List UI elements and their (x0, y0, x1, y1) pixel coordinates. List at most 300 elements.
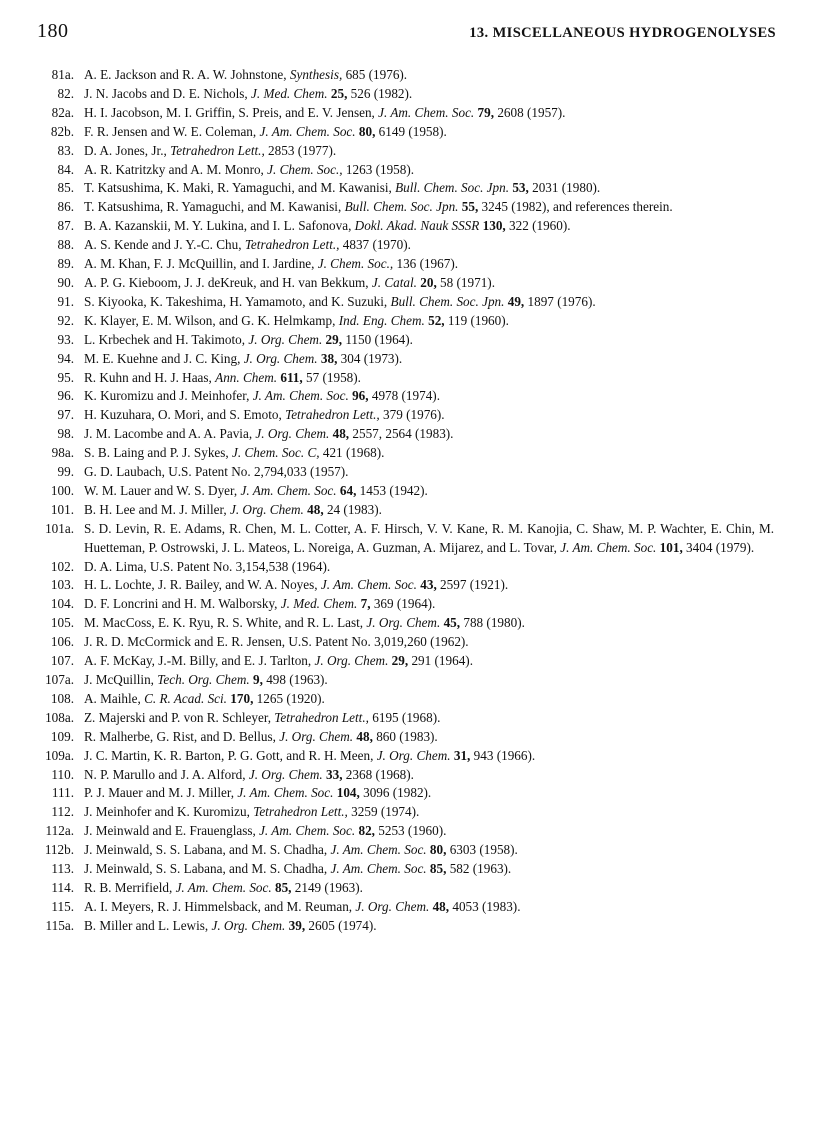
volume-number: 48, (332, 426, 350, 442)
reference-text (84, 464, 348, 479)
volume-number: 64, (339, 482, 357, 498)
citation-text: 3259 (1974). (347, 804, 420, 820)
citation-text: 57 (1958). (302, 369, 361, 385)
citation-text: 24 (1983). (323, 501, 382, 517)
reference-number: 97. (57, 407, 74, 423)
volume-number: 33, (326, 766, 343, 782)
journal-name: J. Org. Chem. (376, 747, 451, 763)
citation-text: K. Kuromizu and J. Meinhofer, (84, 388, 253, 404)
reference-number: 89. (57, 256, 74, 272)
reference-number: 101a. (45, 520, 74, 536)
reference-number: 103. (50, 577, 74, 593)
journal-name: J. Chem. Soc., (317, 256, 394, 272)
citation-text: 498 (1963). (262, 672, 328, 687)
journal-name: J. Org. Chem. (366, 615, 441, 631)
citation-text: M. E. Kuehne and J. C. King, (84, 350, 244, 366)
citation-text: 6303 (1958). (446, 842, 518, 858)
journal-name: Tech. Org. Chem. (157, 672, 250, 687)
citation-text: 1150 (1964). (342, 331, 413, 347)
volume-number: 48, (432, 898, 450, 914)
volume-number: 25, (330, 85, 348, 101)
citation-text: H. Kuzuhara, O. Mori, and S. Emoto, (84, 407, 286, 423)
journal-name: Tetrahedron Lett., (253, 804, 348, 820)
reference-item (32, 652, 774, 671)
citation-text: R. Malherbe, G. Rist, and D. Bellus, (84, 728, 280, 744)
journal-name: J. Org. Chem. (248, 331, 323, 347)
volume-number: 170, (230, 690, 254, 706)
journal-name: J. Med. Chem. (280, 596, 358, 612)
volume-number: 53, (512, 180, 529, 196)
citation-text: G. D. Laubach, U.S. Patent No. 2,794,033 (1957). (84, 464, 349, 480)
citation-text: T. Katsushima, R. Yamaguchi, and M. Kawanisi, (84, 199, 345, 215)
journal-name: J. Chem. Soc., (267, 161, 343, 177)
reference-item (32, 198, 774, 217)
reference-item (32, 179, 774, 198)
journal-name: J. Org. Chem. (255, 426, 330, 442)
reference-text (84, 767, 414, 782)
reference-item (32, 576, 774, 595)
citation-text: A. I. Meyers, R. J. Himmelsback, and M. Reuman, (84, 898, 356, 914)
reference-number: 106. (50, 634, 74, 650)
citation-text: W. M. Lauer and W. S. Dyer, (84, 482, 241, 498)
citation-text: S. B. Laing and P. J. Sykes, (84, 445, 233, 461)
reference-item (32, 501, 774, 520)
reference-item (32, 236, 774, 255)
volume-number: 48, (307, 501, 324, 517)
volume-number: 85, (274, 879, 292, 895)
reference-item (32, 860, 774, 879)
volume-number: 79, (477, 104, 495, 120)
citation-text: 3404 (1979). (682, 539, 755, 555)
reference-text (84, 445, 384, 460)
citation-text: J. Meinwald, S. S. Labana, and M. S. Chadha, (84, 861, 331, 877)
journal-name: J. Am. Chem. Soc. (252, 388, 349, 404)
reference-item (32, 558, 774, 577)
citation-text: N. P. Marullo and J. A. Alford, (84, 766, 249, 782)
journal-name: J. Org. Chem. (279, 728, 354, 744)
citation-text: 1897 (1976). (524, 293, 596, 309)
reference-number: 90. (57, 274, 74, 290)
citation-text: H. L. Lochte, J. R. Bailey, and W. A. Noyes, (84, 577, 321, 593)
citation-text: 2608 (1957). (494, 104, 566, 120)
journal-name: J. Org. Chem. (243, 350, 318, 366)
reference-item (32, 917, 774, 936)
citation-text: B. H. Lee and M. J. Miller, (84, 501, 230, 517)
volume-number: 29, (391, 653, 409, 669)
reference-number: 109a. (45, 747, 74, 763)
reference-item (32, 766, 774, 785)
citation-text: 369 (1964). (370, 596, 436, 612)
page-number: 180 (37, 20, 69, 42)
journal-name: J. Med. Chem. (251, 85, 328, 101)
reference-text (84, 521, 774, 555)
citation-text: A. R. Katritzky and A. M. Monro, (84, 161, 268, 177)
reference-item (32, 255, 774, 274)
citation-text: A. E. Jackson and R. A. W. Johnstone, (84, 67, 290, 82)
reference-text (84, 67, 407, 82)
volume-number: 96, (352, 388, 369, 404)
reference-number: 93. (57, 331, 74, 347)
reference-text (84, 313, 509, 328)
journal-name: Ind. Eng. Chem. (338, 312, 425, 328)
reference-text (84, 842, 518, 857)
journal-name: J. Org. Chem. (314, 653, 389, 669)
reference-text (84, 596, 435, 611)
reference-number: 88. (57, 237, 74, 253)
reference-text (84, 294, 596, 309)
citation-text: 6195 (1968). (368, 709, 441, 725)
reference-text (84, 559, 330, 574)
citation-text: 58 (1971). (436, 274, 495, 290)
reference-number: 113. (51, 861, 74, 877)
citation-text: K. Klayer, E. M. Wilson, and G. K. Helmkamp, (84, 312, 339, 328)
citation-text: Z. Majerski and P. von R. Schleyer, (84, 709, 275, 725)
citation-text: 322 (1960). (505, 218, 571, 234)
journal-name: J. Catal. (371, 274, 417, 290)
reference-text (84, 143, 336, 158)
citation-text: 119 (1960). (444, 312, 509, 328)
citation-text: 2597 (1921). (436, 577, 509, 593)
journal-name: J. Am. Chem. Soc. (240, 482, 337, 498)
volume-number: 82, (358, 823, 375, 839)
reference-number: 111. (51, 785, 74, 801)
citation-text: 4053 (1983). (449, 898, 521, 914)
citation-text: 291 (1964). (408, 653, 473, 669)
citation-text: 6149 (1958). (375, 123, 447, 139)
reference-item (32, 463, 774, 482)
reference-number: 95. (57, 369, 74, 385)
reference-number: 105. (50, 615, 74, 631)
reference-number: 108. (50, 690, 74, 706)
volume-number: 45, (443, 615, 461, 631)
reference-item (32, 633, 774, 652)
reference-text (84, 634, 469, 649)
reference-number: 107a. (45, 672, 74, 687)
journal-name: Bull. Chem. Soc. Jpn. (344, 199, 459, 215)
citation-text: 421 (1968). (319, 445, 385, 461)
journal-name: Bull. Chem. Soc. Jpn. (390, 293, 505, 309)
volume-number: 49, (507, 293, 525, 309)
citation-text: M. MacCoss, E. K. Ryu, R. S. White, and R. L. Last, (84, 615, 367, 631)
citation-text: 582 (1963). (446, 861, 512, 877)
reference-item (32, 822, 774, 841)
journal-name: C. R. Acad. Sci. (144, 690, 227, 706)
reference-text (84, 804, 419, 819)
reference-text (84, 691, 325, 706)
journal-name: J. Am. Chem. Soc. (330, 842, 427, 858)
reference-text (84, 861, 511, 876)
citation-text: S. D. Levin, R. E. Adams, R. Chen, M. L. Cotter, A. F. Hirsch, V. V. Kane, R. M. Kanojia, C. Shaw, M. P. Wachter, E. Chin, M. Huetteman, P. Ostrowski, J. L. Mateos, L. Noreiga, A. Guzman, A. Mijarez, and L. Tovar, (84, 520, 774, 555)
citation-text: 136 (1967). (393, 256, 459, 272)
reference-list (32, 66, 774, 936)
volume-number: 611, (280, 369, 303, 385)
citation-text: 788 (1980). (460, 615, 525, 631)
journal-name: J. Chem. Soc. C, (232, 445, 320, 461)
reference-item (32, 614, 774, 633)
reference-item (32, 406, 774, 425)
citation-text: J. Meinwald, S. S. Labana, and M. S. Chadha, (84, 842, 331, 858)
reference-item (32, 217, 774, 236)
reference-number: 110. (51, 766, 74, 782)
volume-number: 31, (453, 747, 471, 763)
volume-number: 48, (356, 728, 373, 744)
reference-item (32, 142, 774, 161)
volume-number: 80, (429, 842, 447, 858)
volume-number: 7, (360, 596, 371, 612)
reference-number: 108a. (45, 709, 74, 725)
citation-text: A. Maihle, (84, 690, 145, 706)
volume-number: 55, (461, 199, 479, 215)
volume-number: 38, (320, 350, 338, 366)
volume-number: 130, (482, 218, 506, 234)
journal-name: J. Org. Chem. (248, 766, 323, 782)
reference-item (32, 803, 774, 822)
reference-number: 92. (57, 312, 74, 328)
reference-text (84, 237, 411, 252)
citation-text: L. Krbechek and H. Takimoto, (84, 331, 249, 347)
citation-text: T. Katsushima, K. Maki, R. Yamaguchi, and M. Kawanisi, (84, 180, 396, 196)
volume-number: 29, (325, 331, 343, 347)
reference-text (84, 388, 440, 403)
reference-text (84, 256, 458, 271)
reference-number: 91. (57, 293, 74, 309)
volume-number: 43, (420, 577, 437, 593)
citation-text: D. F. Loncrini and H. M. Walborsky, (84, 596, 281, 612)
reference-item (32, 520, 774, 558)
citation-text: D. A. Lima, U.S. Patent No. 3,154,538 (1964). (84, 558, 331, 574)
journal-name: Tetrahedron Lett., (285, 407, 380, 423)
citation-text: R. B. Merrifield, (84, 879, 176, 895)
citation-text: 1263 (1958). (342, 161, 415, 177)
reference-number: 115a. (45, 917, 74, 933)
reference-number: 82b. (50, 123, 74, 139)
journal-name: Tetrahedron Lett., (170, 142, 265, 158)
running-head: 13. MISCELLANEOUS HYDROGENOLYSES (469, 25, 776, 41)
reference-text (84, 710, 440, 725)
journal-name: Ann. Chem. (215, 369, 278, 385)
reference-number: 112. (51, 804, 74, 820)
citation-text: J. McQuillin, (84, 672, 158, 687)
reference-text (84, 426, 453, 441)
reference-text (84, 785, 431, 800)
reference-item (32, 690, 774, 709)
reference-number: 100. (50, 482, 74, 498)
reference-text (84, 124, 447, 139)
reference-number: 84. (57, 161, 74, 177)
volume-number: 39, (288, 917, 306, 933)
reference-number: 85. (57, 180, 74, 196)
reference-text (84, 86, 412, 101)
citation-text: J. R. D. McCormick and E. R. Jensen, U.S. Patent No. 3,019,260 (1962). (84, 634, 469, 650)
journal-name: J. Am. Chem. Soc. (259, 123, 356, 139)
citation-text: J. Meinwald and E. Frauenglass, (84, 823, 260, 839)
citation-text: B. A. Kazanskii, M. Y. Lukina, and I. L. Safonova, (84, 218, 355, 234)
journal-name: J. Org. Chem. (211, 917, 286, 933)
reference-item (32, 293, 774, 312)
reference-item (32, 387, 774, 406)
page-header (37, 20, 776, 44)
citation-text: 3245 (1982), and references therein. (478, 199, 673, 215)
citation-text: 943 (1966). (470, 747, 536, 763)
citation-text: 2031 (1980). (528, 180, 601, 196)
reference-number: 99. (57, 464, 74, 480)
citation-text: 4837 (1970). (339, 237, 411, 253)
journal-name: Dokl. Akad. Nauk SSSR (354, 218, 480, 234)
journal-name: Tetrahedron Lett., (274, 709, 369, 725)
journal-name: J. Am. Chem. Soc. (259, 823, 356, 839)
reference-text (84, 653, 473, 668)
citation-text: 2605 (1974). (305, 917, 377, 933)
reference-item (32, 425, 774, 444)
reference-text (84, 502, 382, 517)
reference-number: 112a. (45, 823, 74, 839)
reference-item (32, 161, 774, 180)
reference-item (32, 331, 774, 350)
reference-item (32, 841, 774, 860)
reference-text (84, 275, 495, 290)
citation-text: S. Kiyooka, K. Takeshima, H. Yamamoto, and K. Suzuki, (84, 293, 391, 309)
reference-text (84, 672, 328, 687)
reference-item (32, 444, 774, 463)
reference-text (84, 332, 413, 347)
citation-text: 4978 (1974). (368, 388, 440, 404)
reference-item (32, 784, 774, 803)
citation-text: J. C. Martin, K. R. Barton, P. G. Gott, and R. H. Meen, (84, 747, 377, 763)
journal-name: Bull. Chem. Soc. Jpn. (395, 180, 510, 196)
reference-item (32, 369, 774, 388)
reference-text (84, 615, 525, 630)
reference-item (32, 671, 774, 690)
citation-text: D. A. Jones, Jr., (84, 142, 171, 158)
journal-name: J. Am. Chem. Soc. (330, 861, 427, 877)
citation-text: 5253 (1960). (374, 823, 447, 839)
volume-number: 101, (659, 539, 683, 555)
citation-text: J. Meinhofer and K. Kuromizu, (84, 804, 254, 820)
reference-number: 82a. (51, 104, 74, 120)
reference-text (84, 218, 571, 233)
citation-text: H. I. Jacobson, M. I. Griffin, S. Preis, and E. V. Jensen, (84, 104, 379, 120)
reference-text (84, 899, 521, 914)
citation-text: F. R. Jensen and W. E. Coleman, (84, 123, 260, 139)
reference-text (84, 748, 535, 763)
reference-item (32, 350, 774, 369)
citation-text: 2149 (1963). (291, 879, 363, 895)
journal-name: J. Am. Chem. Soc. (237, 785, 334, 801)
volume-number: 9, (253, 672, 263, 687)
citation-text: 379 (1976). (379, 407, 445, 423)
citation-text: 2368 (1968). (342, 766, 414, 782)
reference-item (32, 879, 774, 898)
reference-item (32, 123, 774, 142)
citation-text: J. N. Jacobs and D. E. Nichols, (84, 85, 252, 101)
citation-text: 1265 (1920). (253, 690, 325, 706)
citation-text: 685 (1976). (342, 67, 408, 82)
reference-number: 87. (57, 218, 74, 234)
reference-number: 81a. (51, 67, 74, 82)
reference-text (84, 370, 361, 385)
reference-number: 104. (50, 596, 74, 612)
citation-text: A. S. Kende and J. Y.-C. Chu, (84, 237, 245, 253)
journal-name: J. Org. Chem. (355, 898, 430, 914)
journal-name: J. Org. Chem. (229, 501, 304, 517)
citation-text: A. F. McKay, J.-M. Billy, and E. J. Tarlton, (84, 653, 315, 669)
reference-text (84, 180, 600, 195)
citation-text: 3096 (1982). (359, 785, 432, 801)
citation-text: B. Miller and L. Lewis, (84, 917, 212, 933)
citation-text: P. J. Mauer and M. J. Miller, (84, 785, 238, 801)
reference-number: 109. (50, 728, 74, 744)
citation-text: J. M. Lacombe and A. A. Pavia, (84, 426, 256, 442)
reference-text (84, 577, 508, 592)
reference-item (32, 747, 774, 766)
citation-text: A. M. Khan, F. J. McQuillin, and I. Jardine, (84, 256, 318, 272)
journal-name: J. Am. Chem. Soc. (378, 104, 475, 120)
reference-item (32, 482, 774, 501)
citation-text: R. Kuhn and H. J. Haas, (84, 369, 216, 385)
reference-text (84, 162, 414, 177)
volume-number: 52, (428, 312, 445, 328)
volume-number: 80, (358, 123, 376, 139)
citation-text: 1453 (1942). (356, 482, 428, 498)
reference-text (84, 199, 673, 214)
reference-item (32, 312, 774, 331)
reference-number: 86. (57, 199, 74, 215)
reference-number: 98. (57, 426, 74, 442)
reference-number: 107. (50, 653, 74, 669)
citation-text: 860 (1983). (372, 728, 438, 744)
reference-number: 115. (51, 898, 74, 914)
citation-text: 2557, 2564 (1983). (349, 426, 454, 442)
reference-text (84, 483, 428, 498)
reference-number: 83. (57, 142, 74, 158)
citation-text: A. P. G. Kieboom, J. J. deKreuk, and H. van Bekkum, (84, 274, 372, 290)
reference-item (32, 104, 774, 123)
citation-text: 526 (1982). (347, 85, 413, 101)
reference-item (32, 66, 774, 85)
citation-text: 2853 (1977). (264, 142, 337, 158)
reference-number: 96. (57, 388, 74, 404)
reference-text (84, 351, 402, 366)
journal-name: J. Am. Chem. Soc. (320, 577, 417, 593)
citation-text: 304 (1973). (337, 350, 403, 366)
reference-item (32, 595, 774, 614)
volume-number: 85, (429, 861, 447, 877)
reference-text (84, 823, 446, 838)
reference-number: 112b. (44, 842, 74, 858)
volume-number: 20, (420, 274, 437, 290)
reference-number: 101. (50, 501, 74, 517)
reference-item (32, 898, 774, 917)
reference-number: 102. (50, 558, 74, 574)
reference-text (84, 729, 438, 744)
journal-name: J. Am. Chem. Soc. (560, 539, 657, 555)
reference-text (84, 880, 363, 895)
reference-item (32, 274, 774, 293)
volume-number: 104, (336, 785, 360, 801)
journal-name: Synthesis, (289, 67, 343, 82)
reference-number: 94. (57, 350, 74, 366)
journal-name: Tetrahedron Lett., (244, 237, 340, 253)
reference-number: 98a. (51, 445, 74, 461)
reference-text (84, 918, 377, 933)
reference-number: 114. (51, 879, 74, 895)
reference-number: 82. (57, 85, 74, 101)
reference-text (84, 407, 445, 422)
reference-item (32, 85, 774, 104)
journal-name: J. Am. Chem. Soc. (175, 879, 272, 895)
reference-item (32, 709, 774, 728)
reference-item (32, 728, 774, 747)
